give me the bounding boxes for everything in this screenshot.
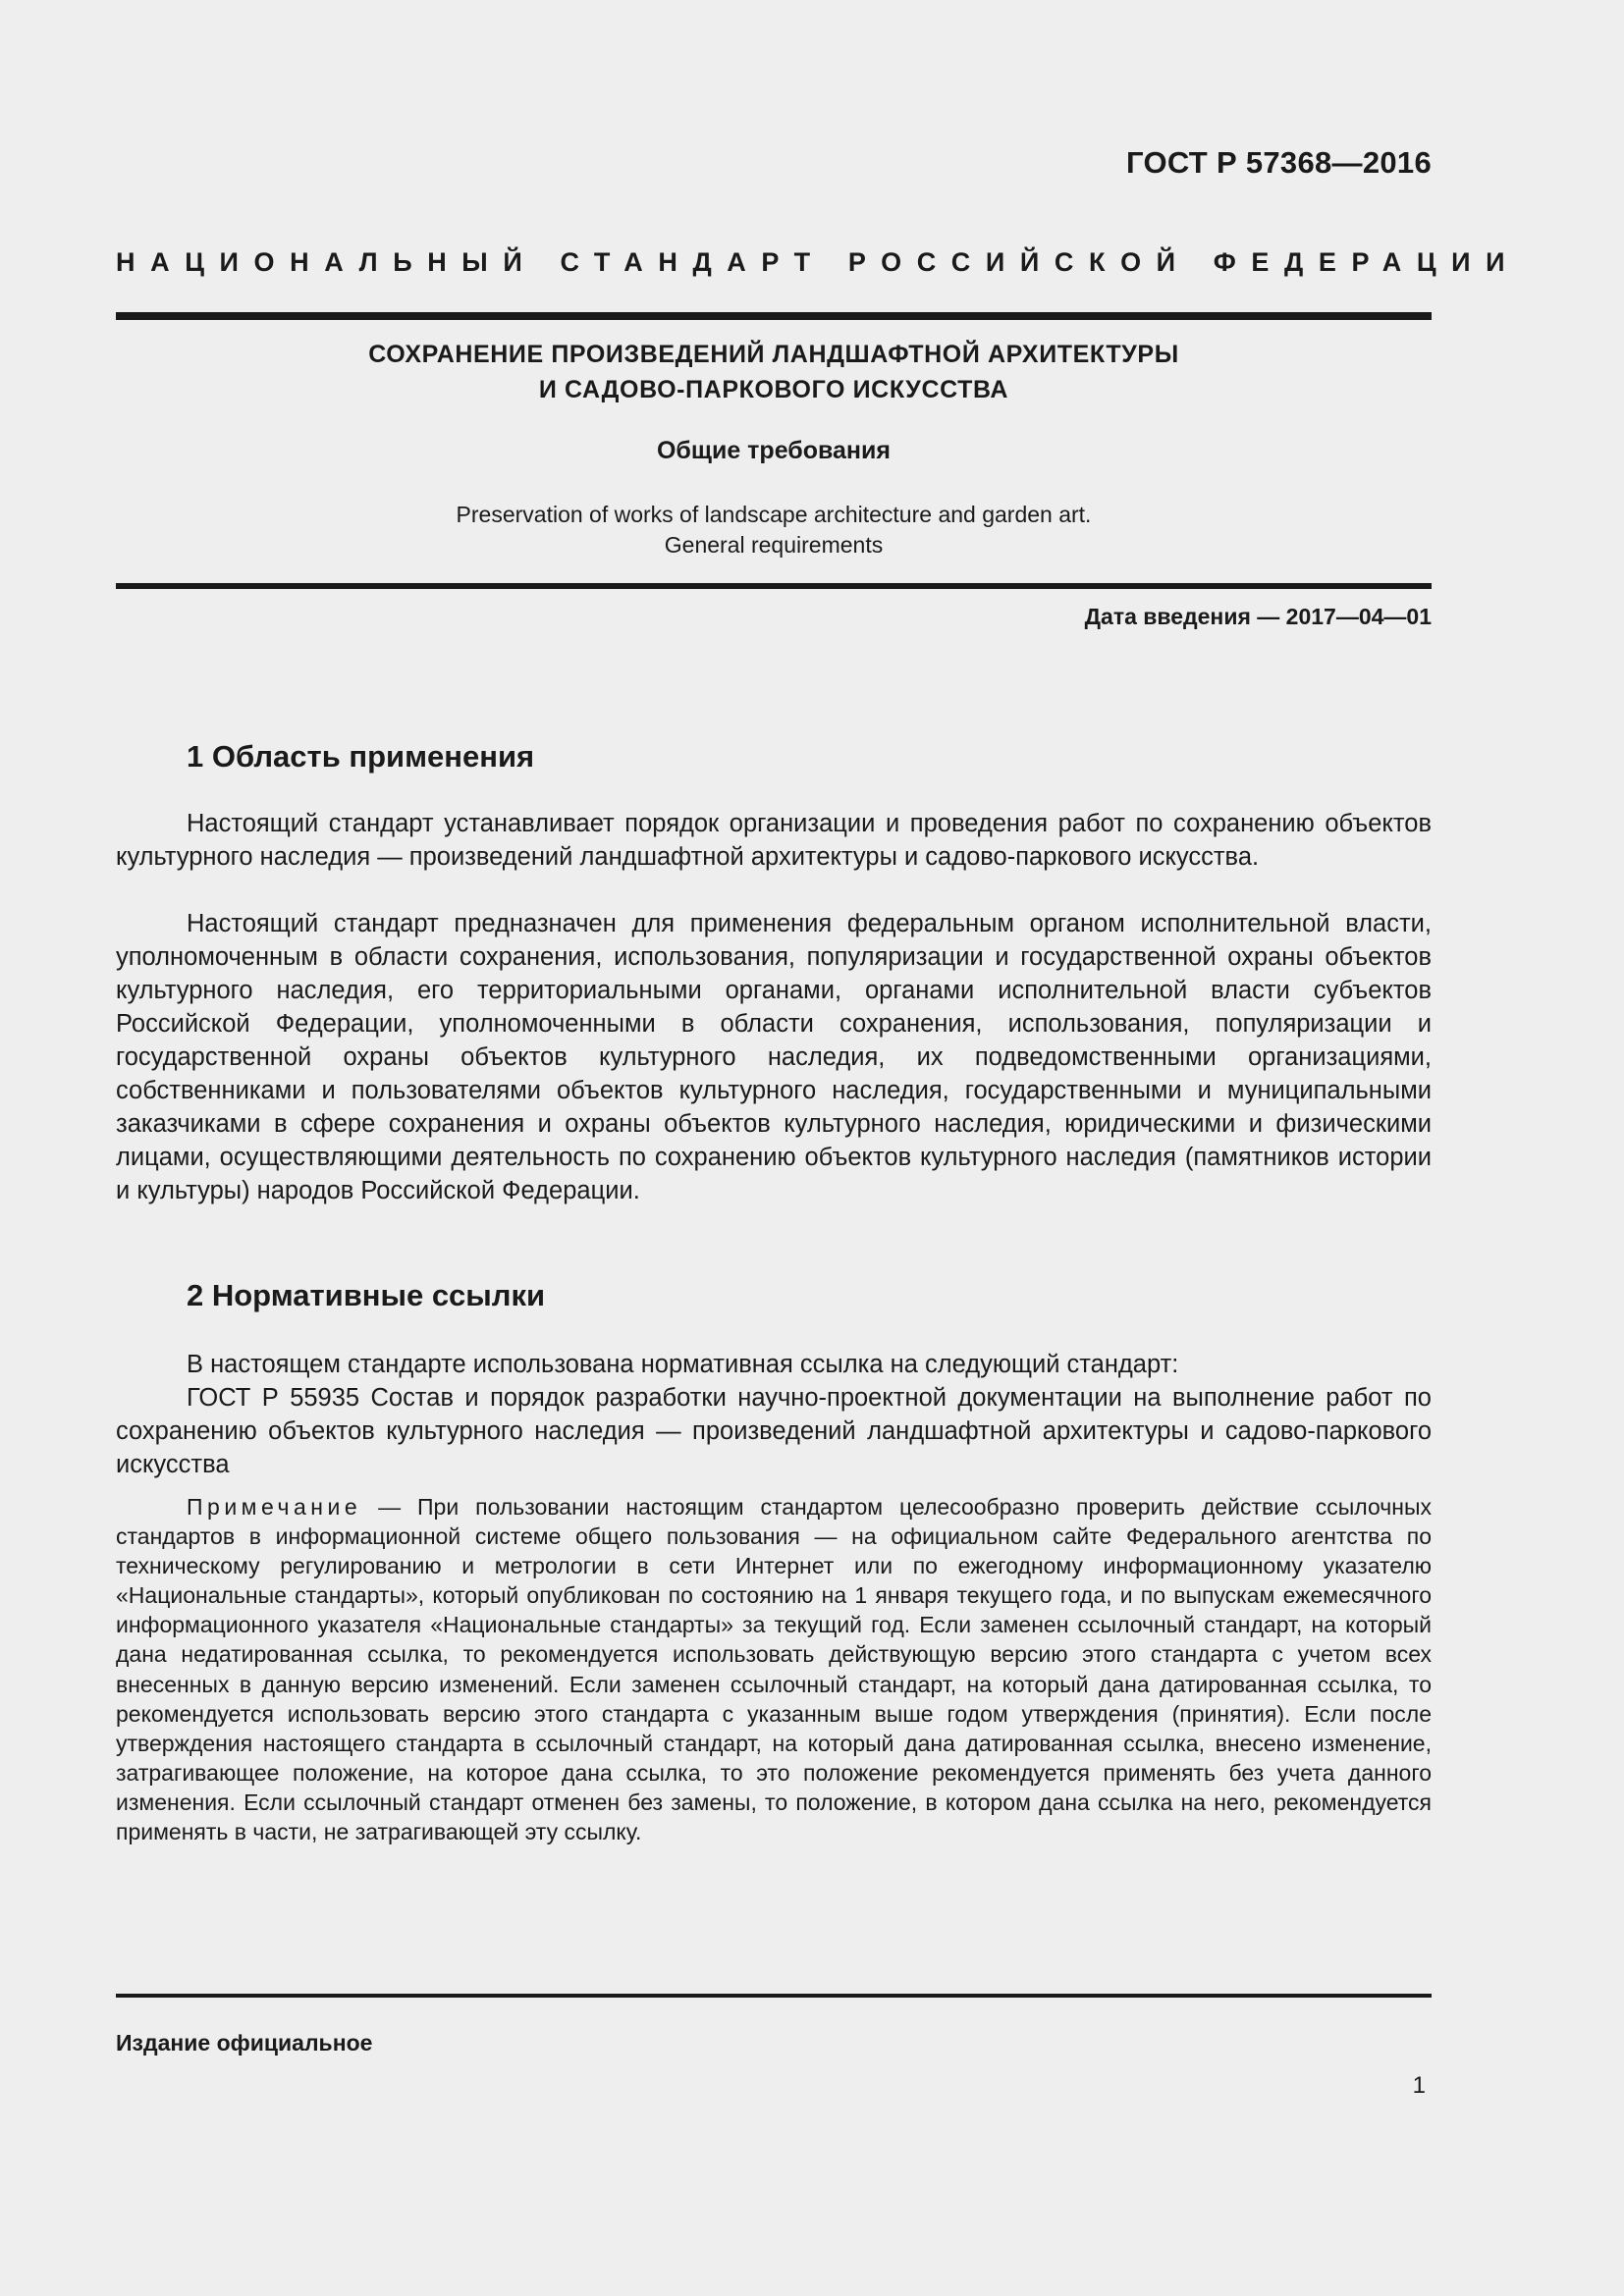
page-number: 1 xyxy=(1412,2072,1426,2099)
edition-label: Издание официальное xyxy=(116,2030,373,2056)
section-2-heading: 2 Нормативные ссылки xyxy=(187,1278,546,1312)
top-divider xyxy=(116,312,1432,320)
title-en xyxy=(116,500,1432,561)
section-1-heading: 1 Область применения xyxy=(187,739,535,774)
title-en-line-1: Preservation of works of landscape architecture and garden art. xyxy=(456,502,1092,527)
footer-divider xyxy=(116,1994,1432,1998)
title-block xyxy=(116,337,1432,558)
section-1-paragraph-1: Настоящий стандарт устанавливает порядок организации и проведения работ по сохранению объектов культурного наследия — произведений ландшафтной архитектуры и садово-паркового искусства. xyxy=(116,810,1432,871)
document-page xyxy=(116,0,1521,2296)
section-1-paragraph-2: Настоящий стандарт предназначен для применения федеральным органом исполнительной власти, уполномоченным в области сохранения, использования, популяризации и государственной охраны объектов культурного наследия, его территориальными органами, органами исполнительной власти субъектов Российской Федерации, уполномоченными в области сохранения, использования, популяризации и государственной охраны объектов культурного наследия, их подведомственными организациями, собственниками и пользователями объектов культурного наследия, государственными и муниципальными заказчиками в сфере сохранения и охраны объектов культурного наследия, юридическими и физическими лицами, осуществляющими деятельность по сохранению объектов культурного наследия (памятников истории и культуры) народов Российской Федерации. xyxy=(116,910,1432,1204)
note-text: — При пользовании настоящим стандартом целесообразно проверить действие ссылочных стандартов в информационной системе общего пользования — на официальном сайте Федерального агентства по техническому регулированию и метрологии в сети Интернет или по ежегодному информационному указателю «Национальные стандарты», который опубликован по состоянию на 1 января текущего года, и по выпускам ежемесячного информационного указателя «Национальные стандарты» за текущий год. Если заменен ссылочный стандарт, на который дана недатированная ссылка, то рекомендуется использовать действующую версию этого стандарта с учетом всех внесенных в данную версию изменений. Если заменен ссылочный стандарт, на который дана датированная ссылка, то рекомендуется использовать версию этого стандарта с указанным выше годом утверждения (принятия). Если после утверждения настоящего стандарта в ссылочный стандарт, на который дана датированная ссылка, внесено изменение, затрагивающее положение, на которое дана ссылка, то это положение рекомендуется применять без учета данного изменения. Если ссылочный стандарт отменен без замены, то положение, в котором дана ссылка на него, рекомендуется применять в части, не затрагивающей эту ссылку. xyxy=(116,1494,1432,1845)
note-label: Примечание xyxy=(187,1494,362,1520)
standard-number: ГОСТ Р 57368—2016 xyxy=(1126,145,1432,180)
section-2-paragraph-1: В настоящем стандарте использована нормативная ссылка на следующий стандарт: xyxy=(187,1351,1179,1378)
title-ru-line-1: СОХРАНЕНИЕ ПРОИЗВЕДЕНИЙ ЛАНДШАФТНОЙ АРХИТЕКТУРЫ xyxy=(368,341,1179,368)
subtitle-ru: Общие требования xyxy=(656,437,891,464)
title-bottom-divider xyxy=(116,583,1432,589)
title-ru xyxy=(116,337,1432,407)
introduction-date: Дата введения — 2017—04—01 xyxy=(1084,604,1432,629)
national-standard-caption: НАЦИОНАЛЬНЫЙ СТАНДАРТ РОССИЙСКОЙ ФЕДЕРАЦИИ xyxy=(116,247,1521,277)
section-2-reference: ГОСТ Р 55935 Состав и порядок разработки научно-проектной документации на выполнение работ по сохранению объектов культурного наследия — произведений ландшафтной архитектуры и садово-паркового искусства xyxy=(116,1384,1432,1478)
title-ru-line-2: И САДОВО-ПАРКОВОГО ИСКУССТВА xyxy=(538,376,1009,403)
title-en-line-2: General requirements xyxy=(664,532,884,558)
note xyxy=(116,1492,1432,1846)
